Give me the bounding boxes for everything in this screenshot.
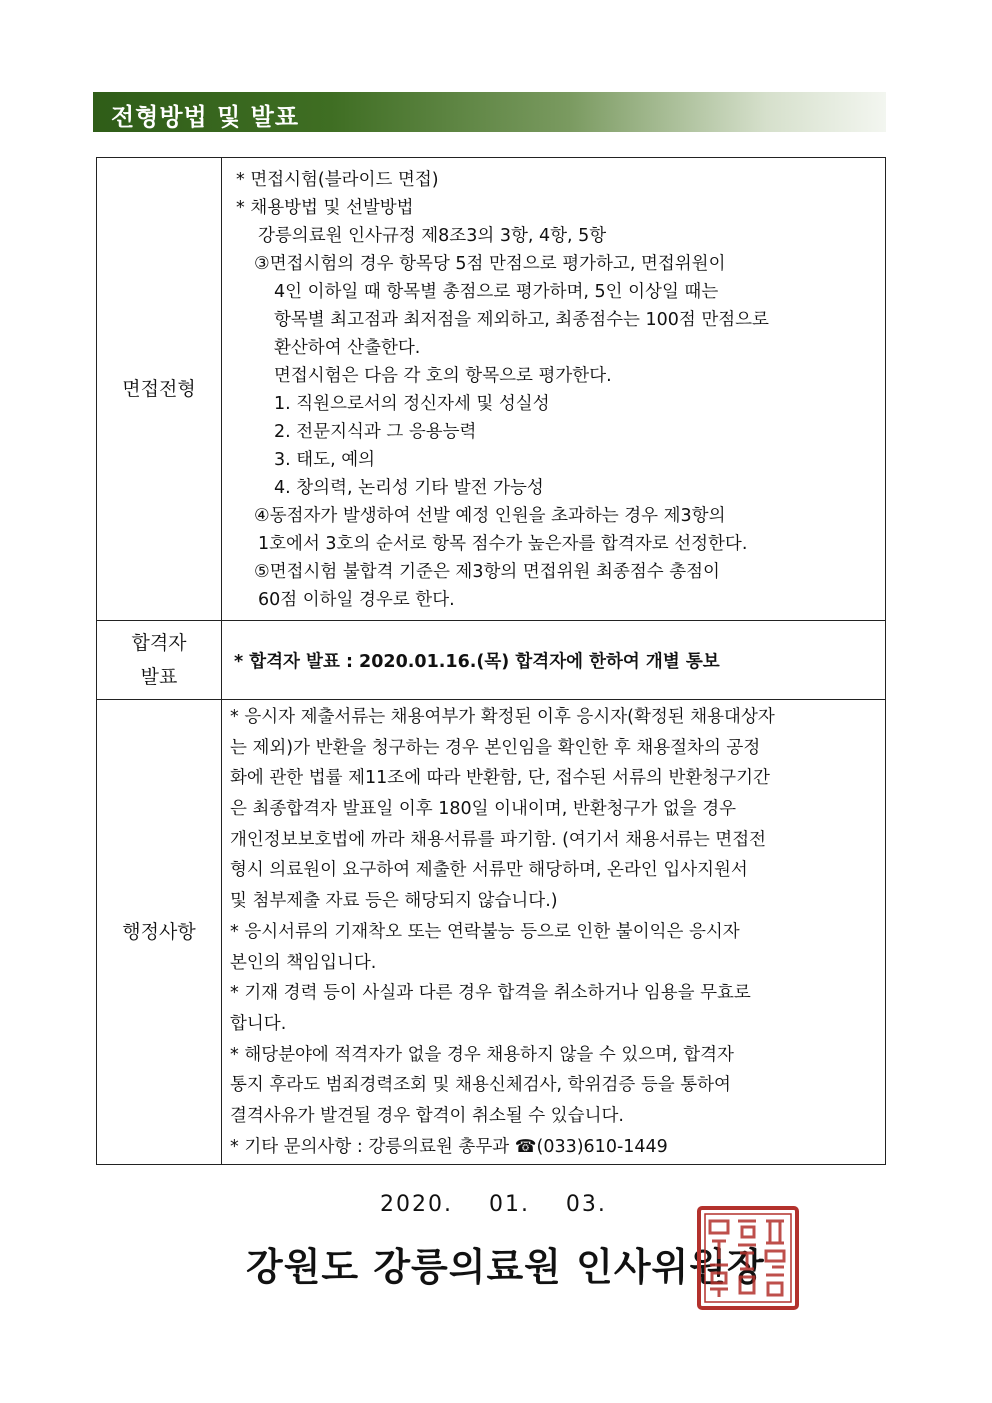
content-line: 및 첨부제출 자료 등은 해당되지 않습니다.) — [230, 891, 558, 912]
table-row — [97, 621, 886, 700]
content-line: 3. 태도, 예의 — [274, 450, 376, 470]
label-line: 발표 — [140, 666, 178, 688]
row-label-interview: 면접전형 — [97, 158, 222, 621]
content-line: 1. 직원으로서의 정신자세 및 성실성 — [274, 394, 550, 414]
content-line: * 기타 문의사항 : 강릉의료원 총무과 ☎(033)610-1449 — [230, 1136, 668, 1157]
table-row — [97, 158, 886, 621]
content-line: 4인 이하일 때 항목별 총점으로 평가하며, 5인 이상일 때는 — [274, 282, 719, 302]
content-line: 환산하여 산출한다. — [274, 338, 421, 358]
content-line: 강릉의료원 인사규정 제8조3의 3항, 4항, 5항 — [258, 226, 607, 246]
section-title-bar — [93, 92, 886, 132]
content-line: 결격사유가 발견될 경우 합격이 취소될 수 있습니다. — [230, 1105, 624, 1126]
content-line: 화에 관한 법률 제11조에 따라 반환함, 단, 접수된 서류의 반환청구기간 — [230, 768, 770, 789]
content-line: * 해당분야에 적격자가 없을 경우 채용하지 않을 수 있으며, 합격자 — [230, 1044, 734, 1065]
section-title: 전형방법 및 발표 — [111, 103, 299, 131]
recruitment-table — [96, 157, 886, 1165]
announcement-content: * 합격자 발표 : 2020.01.16.(목) 합격자에 한하여 개별 통보 — [222, 621, 886, 700]
content-line: 통지 후라도 범죄경력조회 및 채용신체검사, 학위검증 등을 통하여 — [230, 1075, 731, 1096]
content-line: ④동점자가 발생하여 선발 예정 인원을 초과하는 경우 제3항의 — [254, 506, 726, 526]
content-line: 는 제외)가 반환을 청구하는 경우 본인임을 확인한 후 채용절차의 공정 — [230, 737, 761, 758]
label-line: 합격자 — [131, 632, 187, 654]
official-seal-icon — [696, 1205, 800, 1311]
content-line: * 응시서류의 기재착오 또는 연락불능 등으로 인한 불이익은 응시자 — [230, 921, 740, 942]
interview-content — [222, 158, 886, 621]
content-line: * 면접시험(블라이드 면접) — [236, 170, 439, 190]
row-label-admin: 행정사항 — [97, 700, 222, 1165]
content-line: 2. 전문지식과 그 응용능력 — [274, 422, 477, 442]
row-label-announcement — [97, 621, 222, 700]
content-line: 형시 의료원이 요구하여 제출한 서류만 해당하며, 온라인 입사지원서 — [230, 860, 748, 881]
content-line: 60점 이하일 경우로 한다. — [258, 590, 455, 610]
content-line: 합니다. — [230, 1013, 287, 1034]
content-line: 항목별 최고점과 최저점을 제외하고, 최종점수는 100점 만점으로 — [274, 310, 769, 330]
content-line: * 기재 경력 등이 사실과 다른 경우 합격을 취소하거나 임용을 무효로 — [230, 983, 751, 1004]
content-line: * 채용방법 및 선발방법 — [236, 198, 414, 218]
content-line: 4. 창의력, 논리성 기타 발전 가능성 — [274, 478, 544, 498]
content-line: 면접시험은 다음 각 호의 항목으로 평가한다. — [274, 366, 612, 386]
content-line: ⑤면접시험 불합격 기준은 제3항의 면접위원 최종점수 총점이 — [254, 562, 720, 582]
content-line: * 응시자 제출서류는 채용여부가 확정된 이후 응시자(확정된 채용대상자 — [230, 707, 775, 727]
content-line: 본인의 책임입니다. — [230, 952, 377, 973]
table-row — [97, 700, 886, 1165]
content-line: 개인정보보호법에 까라 채용서류를 파기함. (여기서 채용서류는 면접전 — [230, 829, 767, 850]
admin-content — [222, 700, 886, 1165]
document-date: 2020. 01. 03. — [380, 1192, 607, 1217]
content-line: ③면접시험의 경우 항목당 5점 만점으로 평가하고, 면접위원이 — [254, 254, 726, 274]
issuer-name: 강원도 강릉의료원 인사위원장 — [246, 1245, 765, 1289]
content-line: 은 최종합격자 발표일 이후 180일 이내이며, 반환청구가 없을 경우 — [230, 799, 737, 820]
content-line: 1호에서 3호의 순서로 항목 점수가 높은자를 합격자로 선정한다. — [258, 534, 748, 554]
